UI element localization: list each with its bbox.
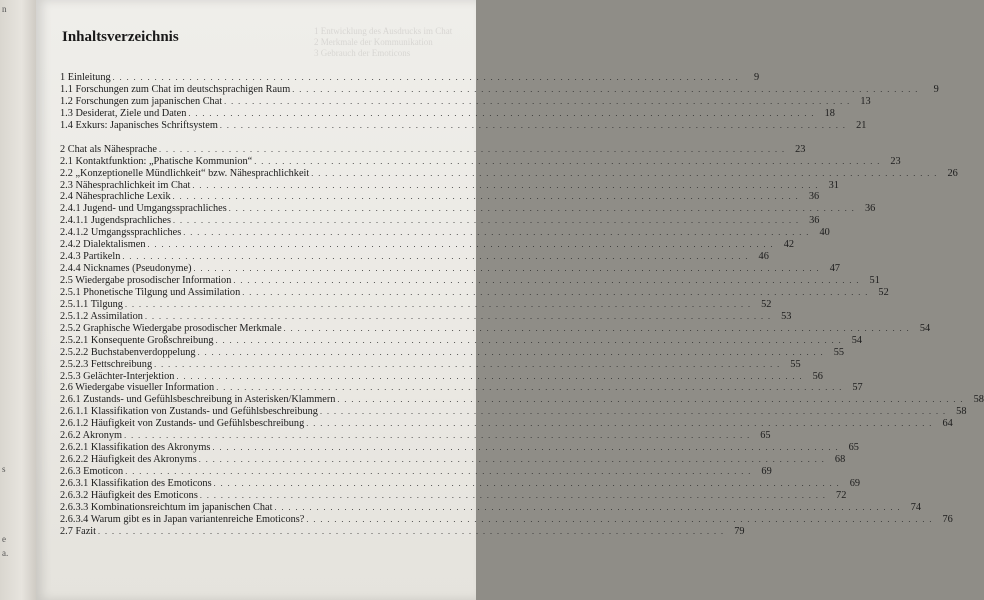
toc-dot-leader: . . . . . . . . . . . . . . . . . . . . . . . . . . . . . . . . . . . . . . . . . . . . . . . . . . . . . . . . . . . . . . . . . . . . . . . . . . . . . . . . . . . . . . . . . . <box>224 96 851 106</box>
toc-entry-page-number: 69 <box>761 466 772 477</box>
toc-entry <box>60 298 772 311</box>
toc-entry-page-number: 76 <box>942 513 953 525</box>
toc-dot-leader: . . . . . . . . . . . . . . . . . . . . . . . . . . . . . . . . . . . . . . . . . . . . . . . . . . . . . . . . . . . . . . . . . . . . . . . . . . . . . . . . . . . . . . . . . . <box>144 311 772 321</box>
page-title: Inhaltsverzeichnis <box>62 29 179 45</box>
toc-dot-leader: . . . . . . . . . . . . . . . . . . . . . . . . . . . . . . . . . . . . . . . . . . . . . . . . . . . . . . . . . . . . . . . . . . . . . . . . . . . . . . . . . . . . . . . . . . <box>306 419 933 429</box>
toc-entry <box>60 143 806 156</box>
toc-entry <box>60 263 841 275</box>
toc-entry-page-number: 74 <box>910 501 921 513</box>
toc-entry <box>60 442 859 454</box>
toc-entry <box>60 513 953 526</box>
toc-entry-page-number: 58 <box>956 406 967 418</box>
adjacent-left-page <box>0 0 36 600</box>
toc-entry-page-number: 9 <box>753 72 760 83</box>
toc-entry-page-number: 72 <box>836 489 847 501</box>
toc-entry-page-number: 69 <box>849 477 861 489</box>
toc-entry-page-number: 52 <box>878 286 889 298</box>
toc-entry-label: 2.5.2.1 Konsequente Großschreibung <box>60 334 214 346</box>
toc-entry-label: 2.4.1.1 Jugendsprachliches <box>60 215 171 227</box>
toc-entry-label: 1.1 Forschungen zum Chat im deutschsprachigen Raum <box>60 83 291 95</box>
toc-entry-label: 2.5.2.2 Buchstabenverdoppelung <box>60 346 196 358</box>
toc-entry-label: 2.3 Nähesprachlichkeit im Chat <box>60 179 191 191</box>
toc-entry-label: 1.2 Forschungen zum japanischen Chat <box>60 95 223 107</box>
toc-entry-label: 2.6.3.1 Klassifikation des Emoticons <box>60 477 212 489</box>
toc-entry <box>60 72 760 84</box>
toc-entry-label: 2.6 Wiedergabe visueller Information <box>60 382 215 394</box>
toc-entry <box>60 525 745 538</box>
toc-dot-leader: . . . . . . . . . . . . . . . . . . . . . . . . . . . . . . . . . . . . . . . . . . . . . . . . . . . . . . . . . . . . . . . . . . . . . . . . . . . . . . . . . . . . . . . . . . <box>292 84 919 94</box>
toc-entry <box>60 489 847 502</box>
toc-entry-label: 2.4.3 Partikeln <box>60 251 121 263</box>
toc-entry <box>60 310 792 323</box>
toc-entry-page-number: 47 <box>829 263 841 275</box>
toc-entry-page-number: 55 <box>790 358 801 370</box>
toc-entry <box>60 454 846 466</box>
toc-entry-label: 2.5.2 Graphische Wiedergabe prosodischer Merkmale <box>60 322 282 334</box>
toc-entry <box>60 286 889 299</box>
toc-dot-leader: . . . . . . . . . . . . . . . . . . . . . . . . . . . . . . . . . . . . . . . . . . . . . . . . . . . . . . . . . . . . . . . . . . . . . . . . . . . . . . . . . . . . . . . . . . <box>311 168 938 178</box>
toc-dot-leader: . . . . . . . . . . . . . . . . . . . . . . . . . . . . . . . . . . . . . . . . . . . . . . . . . . . . . . . . . . . . . . . . . . . . . . . . . . . . . . . . . . . . . . . . . . <box>124 431 751 441</box>
toc-dot-leader: . . . . . . . . . . . . . . . . . . . . . . . . . . . . . . . . . . . . . . . . . . . . . . . . . . . . . . . . . . . . . . . . . . . . . . . . . . . . . . . . . . . . . . . . . . <box>213 478 841 488</box>
toc-entry-label: 2.6.2.1 Klassifikation des Akronyms <box>60 442 211 454</box>
toc-dot-leader: . . . . . . . . . . . . . . . . . . . . . . . . . . . . . . . . . . . . . . . . . . . . . . . . . . . . . . . . . . . . . . . . . . . . . . . . . . . . . . . . . . . . . . . . . . <box>176 371 803 381</box>
toc-dot-leader: . . . . . . . . . . . . . . . . . . . . . . . . . . . . . . . . . . . . . . . . . . . . . . . . . . . . . . . . . . . . . . . . . . . . . . . . . . . . . . . . . . . . . . . . . . <box>198 455 826 465</box>
toc-entry-label: 2.7 Fazit <box>60 525 97 537</box>
toc-dot-leader: . . . . . . . . . . . . . . . . . . . . . . . . . . . . . . . . . . . . . . . . . . . . . . . . . . . . . . . . . . . . . . . . . . . . . . . . . . . . . . . . . . . . . . . . . . <box>228 204 856 214</box>
toc-dot-leader: . . . . . . . . . . . . . . . . . . . . . . . . . . . . . . . . . . . . . . . . . . . . . . . . . . . . . . . . . . . . . . . . . . . . . . . . . . . . . . . . . . . . . . . . . . <box>122 252 749 262</box>
toc-dot-leader: . . . . . . . . . . . . . . . . . . . . . . . . . . . . . . . . . . . . . . . . . . . . . . . . . . . . . . . . . . . . . . . . . . . . . . . . . . . . . . . . . . . . . . . . . . <box>283 323 911 333</box>
toc-entry-label: 2.1 Kontaktfunktion: „Phatische Kommunion“ <box>60 155 253 167</box>
toc-dot-leader: . . . . . . . . . . . . . . . . . . . . . . . . . . . . . . . . . . . . . . . . . . . . . . . . . . . . . . . . . . . . . . . . . . . . . . . . . . . . . . . . . . . . . . . . . . <box>125 467 752 476</box>
show-through-line: 2 Merkmale der Kommunikation <box>314 37 433 47</box>
toc-dot-leader: . . . . . . . . . . . . . . . . . . . . . . . . . . . . . . . . . . . . . . . . . . . . . . . . . . . . . . . . . . . . . . . . . . . . . . . . . . . . . . . . . . . . . . . . . . <box>147 240 775 250</box>
toc-entry-label: 2.5 Wiedergabe prosodischer Information <box>60 275 232 286</box>
toc-entry-page-number: 9 <box>933 83 939 95</box>
toc-entry-label: 2.6.1.1 Klassifikation von Zustands- und Gefühlsbeschreibung <box>60 406 318 418</box>
toc-entry-page-number: 54 <box>919 322 931 334</box>
toc-entry-label: 2.4.1 Jugend- und Umgangssprachliches <box>60 203 227 215</box>
toc-entry <box>60 406 967 418</box>
table-of-contents <box>60 72 984 538</box>
toc-entry-label: 2.5.3 Gelächter-Interjektion <box>60 370 175 382</box>
toc-entry-page-number: 36 <box>808 191 820 203</box>
toc-entry-page-number: 23 <box>795 143 806 155</box>
toc-entry-label: 2.6.3.2 Häufigkeit des Emoticons <box>60 489 198 501</box>
toc-entry-page-number: 21 <box>856 119 867 131</box>
toc-entry <box>60 191 820 203</box>
toc-entry-page-number: 52 <box>761 298 772 310</box>
left-page-fragment: n <box>2 4 7 14</box>
toc-entry-page-number: 65 <box>760 430 771 442</box>
toc-entry <box>60 239 795 251</box>
toc-entry-label: 1.3 Desiderat, Ziele und Daten <box>60 107 187 119</box>
toc-entry-page-number: 79 <box>734 525 745 537</box>
toc-dot-leader: . . . . . . . . . . . . . . . . . . . . . . . . . . . . . . . . . . . . . . . . . . . . . . . . . . . . . . . . . . . . . . . . . . . . . . . . . . . . . . . . . . . . . . . . . . <box>197 347 825 357</box>
book-page <box>36 0 984 600</box>
toc-dot-leader: . . . . . . . . . . . . . . . . . . . . . . . . . . . . . . . . . . . . . . . . . . . . . . . . . . . . . . . . . . . . . . . . . . . . . . . . . . . . . . . . . . . . . . . . . . <box>216 383 843 393</box>
toc-entry <box>60 477 861 490</box>
toc-dot-leader: . . . . . . . . . . . . . . . . . . . . . . . . . . . . . . . . . . . . . . . . . . . . . . . . . . . . . . . . . . . . . . . . . . . . . . . . . . . . . . . . . . . . . . . . . . <box>98 526 725 536</box>
toc-entry-label: 2.5.1.1 Tilgung <box>60 298 123 310</box>
toc-dot-leader: . . . . . . . . . . . . . . . . . . . . . . . . . . . . . . . . . . . . . . . . . . . . . . . . . . . . . . . . . . . . . . . . . . . . . . . . . . . . . . . . . . . . . . . . . . <box>274 502 901 512</box>
toc-entry-label: 2.5.1.2 Assimilation <box>60 310 143 322</box>
toc-entry <box>60 119 867 132</box>
toc-dot-leader: . . . . . . . . . . . . . . . . . . . . . . . . . . . . . . . . . . . . . . . . . . . . . . . . . . . . . . . . . . . . . . . . . . . . . . . . . . . . . . . . . . . . . . . . . . <box>192 180 819 190</box>
toc-dot-leader: . . . . . . . . . . . . . . . . . . . . . . . . . . . . . . . . . . . . . . . . . . . . . . . . . . . . . . . . . . . . . . . . . . . . . . . . . . . . . . . . . . . . . . . . . . <box>188 108 815 118</box>
toc-entry <box>60 227 830 239</box>
toc-entry <box>60 167 958 180</box>
toc-entry-page-number: 42 <box>783 239 795 251</box>
toc-entry-page-number: 64 <box>942 418 953 430</box>
toc-dot-leader: . . . . . . . . . . . . . . . . . . . . . . . . . . . . . . . . . . . . . . . . . . . . . . . . . . . . . . . . . . . . . . . . . . . . . . . . . . . . . . . . . . . . . . . . . . <box>172 192 800 202</box>
toc-entry-page-number: 51 <box>869 275 880 286</box>
toc-dot-leader: . . . . . . . . . . . . . . . . . . . . . . . . . . . . . . . . . . . . . . . . . . . . . . . . . . . . . . . . . . . . . . . . . . . . . . . . . . . . . . . . . . . . . . . . . . <box>112 73 740 82</box>
toc-dot-leader: . . . . . . . . . . . . . . . . . . . . . . . . . . . . . . . . . . . . . . . . . . . . . . . . . . . . . . . . . . . . . . . . . . . . . . . . . . . . . . . . . . . . . . . . . . <box>215 335 843 345</box>
toc-entry-label: 2.6.1.2 Häufigkeit von Zustands- und Gefühlsbeschreibung <box>60 418 305 430</box>
toc-dot-leader: . . . . . . . . . . . . . . . . . . . . . . . . . . . . . . . . . . . . . . . . . . . . . . . . . . . . . . . . . . . . . . . . . . . . . . . . . . . . . . . . . . . . . . . . . . <box>219 120 847 130</box>
toc-entry-page-number: 40 <box>819 227 830 239</box>
toc-entry-label: 2.5.1 Phonetische Tilgung und Assimilation <box>60 286 241 298</box>
toc-entry <box>60 382 863 394</box>
toc-entry-page-number: 31 <box>828 179 839 191</box>
toc-entry <box>60 501 921 514</box>
toc-dot-leader: . . . . . . . . . . . . . . . . . . . . . . . . . . . . . . . . . . . . . . . . . . . . . . . . . . . . . . . . . . . . . . . . . . . . . . . . . . . . . . . . . . . . . . . . . . <box>199 490 827 500</box>
toc-dot-leader: . . . . . . . . . . . . . . . . . . . . . . . . . . . . . . . . . . . . . . . . . . . . . . . . . . . . . . . . . . . . . . . . . . . . . . . . . . . . . . . . . . . . . . . . . . <box>212 443 839 453</box>
toc-entry-label: 2.2 „Konzeptionelle Mündlichkeit“ bzw. Nähesprachlichkeit <box>60 167 310 179</box>
toc-entry-page-number: 54 <box>851 334 863 346</box>
left-page-fragment: a. <box>2 548 9 558</box>
toc-entry-label: 2.6.2.2 Häufigkeit des Akronyms <box>60 454 197 466</box>
toc-dot-leader: . . . . . . . . . . . . . . . . . . . . . . . . . . . . . . . . . . . . . . . . . . . . . . . . . . . . . . . . . . . . . . . . . . . . . . . . . . . . . . . . . . . . . . . . . . <box>254 156 881 166</box>
toc-entry-page-number: 36 <box>864 203 876 215</box>
toc-entry-page-number: 58 <box>973 394 984 406</box>
toc-entry-page-number: 65 <box>848 442 859 454</box>
toc-entry <box>60 358 801 371</box>
toc-dot-leader: . . . . . . . . . . . . . . . . . . . . . . . . . . . . . . . . . . . . . . . . . . . . . . . . . . . . . . . . . . . . . . . . . . . . . . . . . . . . . . . . . . . . . . . . . . <box>306 514 933 524</box>
toc-section-gap <box>60 132 470 144</box>
toc-entry <box>60 322 931 335</box>
toc-entry-page-number: 57 <box>852 382 863 394</box>
show-through-line: 3 Gebrauch der Emoticons <box>314 48 411 58</box>
toc-entry-label: 2.6.2 Akronym <box>60 430 123 442</box>
left-page-fragment: e <box>2 534 6 544</box>
toc-entry-page-number: 55 <box>833 346 845 358</box>
toc-entry <box>60 107 835 120</box>
toc-entry-label: 1.4 Exkurs: Japanisches Schriftsystem <box>60 119 218 131</box>
toc-dot-leader: . . . . . . . . . . . . . . . . . . . . . . . . . . . . . . . . . . . . . . . . . . . . . . . . . . . . . . . . . . . . . . . . . . . . . . . . . . . . . . . . . . . . . . . . . . <box>233 276 860 285</box>
toc-entry-label: 2 Chat als Nähesprache <box>60 143 157 155</box>
toc-entry-page-number: 53 <box>781 310 792 322</box>
toc-entry-label: 2.4.2 Dialektalismen <box>60 239 146 251</box>
toc-entry <box>60 346 845 359</box>
toc-entry <box>60 275 880 287</box>
toc-entry <box>60 83 939 96</box>
toc-dot-leader: . . . . . . . . . . . . . . . . . . . . . . . . . . . . . . . . . . . . . . . . . . . . . . . . . . . . . . . . . . . . . . . . . . . . . . . . . . . . . . . . . . . . . . . . . . <box>337 395 964 405</box>
toc-entry <box>60 251 769 263</box>
toc-entry-page-number: 26 <box>947 167 958 179</box>
toc-entry <box>60 179 839 192</box>
left-page-fragment: s <box>2 464 6 474</box>
toc-entry-label: 2.6.3.3 Kombinationsreichtum im japanischen Chat <box>60 501 273 513</box>
toc-entry-page-number: 23 <box>890 155 901 167</box>
toc-entry-label: 2.4 Nähesprachliche Lexik <box>60 191 171 203</box>
toc-entry <box>60 394 984 406</box>
toc-dot-leader: . . . . . . . . . . . . . . . . . . . . . . . . . . . . . . . . . . . . . . . . . . . . . . . . . . . . . . . . . . . . . . . . . . . . . . . . . . . . . . . . . . . . . . . . . . <box>319 407 947 417</box>
toc-entry-label: 2.5.2.3 Fettschreibung <box>60 358 153 370</box>
toc-entry <box>60 430 771 442</box>
toc-entry-page-number: 68 <box>834 454 846 466</box>
toc-entry <box>60 370 823 383</box>
toc-entry <box>60 466 772 478</box>
toc-entry-label: 1 Einleitung <box>60 72 111 83</box>
toc-entry-label: 2.6.3 Emoticon <box>60 466 124 477</box>
toc-dot-leader: . . . . . . . . . . . . . . . . . . . . . . . . . . . . . . . . . . . . . . . . . . . . . . . . . . . . . . . . . . . . . . . . . . . . . . . . . . . . . . . . . . . . . . . . . . <box>183 228 810 238</box>
toc-entry-label: 2.6.3.4 Warum gibt es in Japan variantenreiche Emoticons? <box>60 513 305 525</box>
toc-entry <box>60 334 863 347</box>
toc-dot-leader: . . . . . . . . . . . . . . . . . . . . . . . . . . . . . . . . . . . . . . . . . . . . . . . . . . . . . . . . . . . . . . . . . . . . . . . . . . . . . . . . . . . . . . . . . . <box>158 144 786 154</box>
toc-entry <box>60 155 901 168</box>
toc-entry <box>60 215 820 227</box>
toc-entry-label: 2.6.1 Zustands- und Gefühlsbeschreibung in Asterisken/Klammern <box>60 394 336 406</box>
toc-entry-page-number: 13 <box>860 95 871 107</box>
toc-entry <box>60 203 876 215</box>
toc-dot-leader: . . . . . . . . . . . . . . . . . . . . . . . . . . . . . . . . . . . . . . . . . . . . . . . . . . . . . . . . . . . . . . . . . . . . . . . . . . . . . . . . . . . . . . . . . . <box>124 299 752 309</box>
toc-entry-page-number: 56 <box>812 370 823 382</box>
toc-entry-label: 2.4.4 Nicknames (Pseudonyme) <box>60 263 192 275</box>
toc-entry <box>60 95 871 108</box>
toc-entry-page-number: 46 <box>758 251 769 263</box>
toc-entry-page-number: 18 <box>824 107 835 119</box>
toc-entry-label: 2.4.1.2 Umgangssprachliches <box>60 227 182 239</box>
toc-dot-leader: . . . . . . . . . . . . . . . . . . . . . . . . . . . . . . . . . . . . . . . . . . . . . . . . . . . . . . . . . . . . . . . . . . . . . . . . . . . . . . . . . . . . . . . . . . <box>242 287 869 297</box>
toc-dot-leader: . . . . . . . . . . . . . . . . . . . . . . . . . . . . . . . . . . . . . . . . . . . . . . . . . . . . . . . . . . . . . . . . . . . . . . . . . . . . . . . . . . . . . . . . . . <box>154 359 781 369</box>
toc-dot-leader: . . . . . . . . . . . . . . . . . . . . . . . . . . . . . . . . . . . . . . . . . . . . . . . . . . . . . . . . . . . . . . . . . . . . . . . . . . . . . . . . . . . . . . . . . . <box>172 216 800 226</box>
toc-entry <box>60 418 953 430</box>
toc-entry-page-number: 36 <box>809 215 820 227</box>
show-through-line: 1 Entwicklung des Ausdrucks im Chat <box>314 26 453 36</box>
show-through-text <box>314 26 454 59</box>
toc-dot-leader: . . . . . . . . . . . . . . . . . . . . . . . . . . . . . . . . . . . . . . . . . . . . . . . . . . . . . . . . . . . . . . . . . . . . . . . . . . . . . . . . . . . . . . . . . . <box>193 264 821 274</box>
